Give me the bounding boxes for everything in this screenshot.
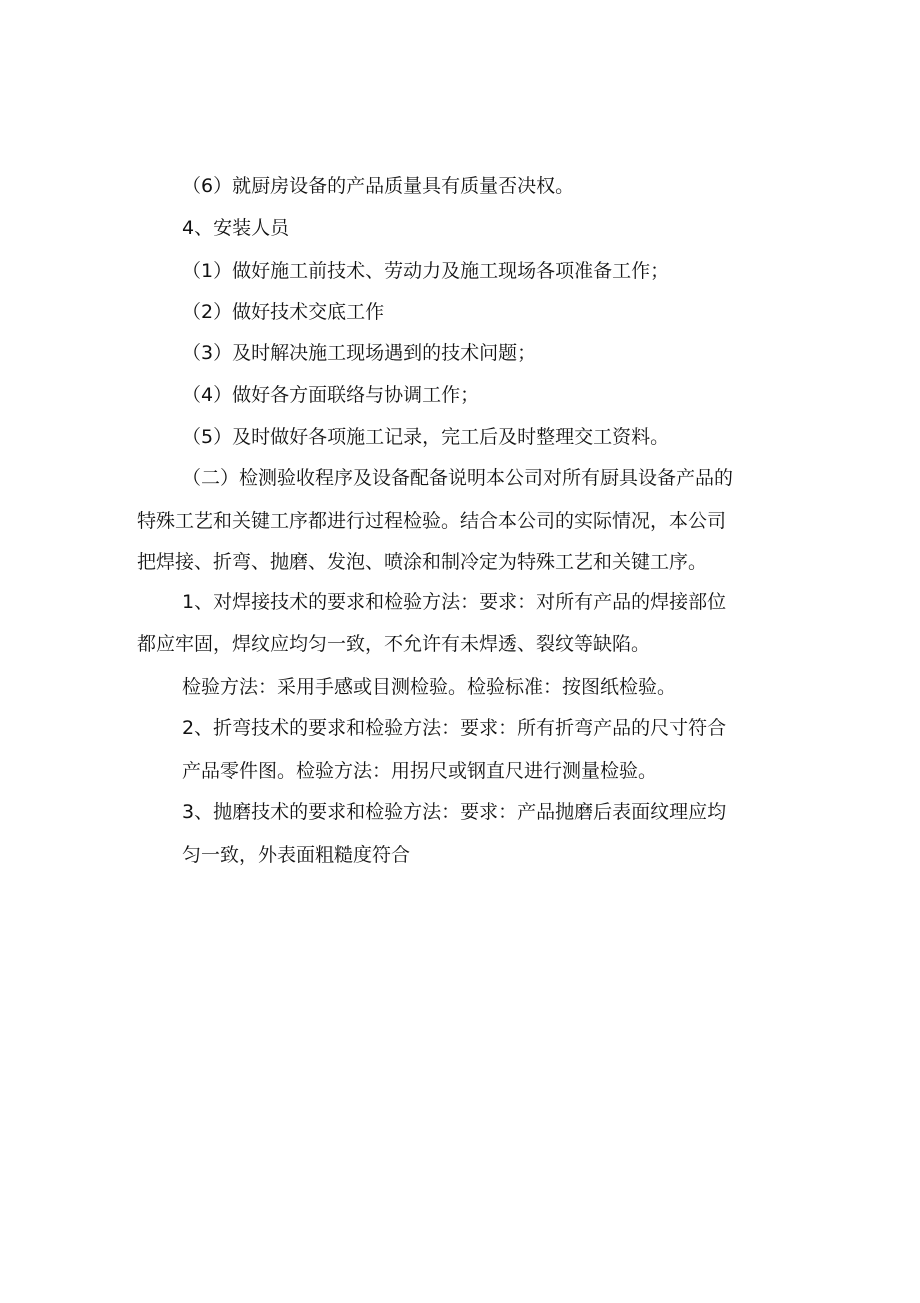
paragraph-welding-line-1: 1、对焊接技术的要求和检验方法：要求：对所有产品的焊接部位 — [182, 591, 727, 613]
paragraph-polishing-line-2: 匀一致，外表面粗糙度符合 — [182, 844, 411, 866]
list-item-6-quality-veto: （6）就厨房设备的产品质量具有质量否决权。 — [182, 175, 575, 197]
paragraph-inspection-intro-line-2: 特殊工艺和关键工序都进行过程检验。结合本公司的实际情况，本公司 — [137, 510, 727, 532]
list-item-2-technical-briefing: （2）做好技术交底工作 — [182, 301, 385, 323]
list-item-5-records: （5）及时做好各项施工记录，完工后及时整理交工资料。 — [182, 426, 670, 448]
list-item-4-coordination: （4）做好各方面联络与协调工作； — [182, 384, 480, 406]
list-item-3-problem-solving: （3）及时解决施工现场遇到的技术问题； — [182, 342, 537, 364]
paragraph-inspection-intro-line-3: 把焊接、折弯、抛磨、发泡、喷涂和制冷定为特殊工艺和关键工序。 — [137, 551, 708, 573]
section-heading-installers: 4、安装人员 — [182, 217, 290, 239]
paragraph-bending-line-1: 2、折弯技术的要求和检验方法：要求：所有折弯产品的尺寸符合 — [182, 717, 727, 739]
paragraph-welding-method: 检验方法：采用手感或目测检验。检验标准：按图纸检验。 — [182, 676, 677, 698]
paragraph-polishing-line-1: 3、抛磨技术的要求和检验方法：要求：产品抛磨后表面纹理应均 — [182, 801, 727, 823]
paragraph-bending-line-2: 产品零件图。检验方法：用拐尺或钢直尺进行测量检验。 — [182, 760, 658, 782]
paragraph-inspection-intro-line-1: （二）检测验收程序及设备配备说明本公司对所有厨具设备产品的 — [182, 467, 734, 489]
list-item-1-preparation: （1）做好施工前技术、劳动力及施工现场各项准备工作； — [182, 260, 670, 282]
paragraph-welding-line-2: 都应牢固，焊纹应均匀一致，不允许有未焊透、裂纹等缺陷。 — [137, 633, 651, 655]
